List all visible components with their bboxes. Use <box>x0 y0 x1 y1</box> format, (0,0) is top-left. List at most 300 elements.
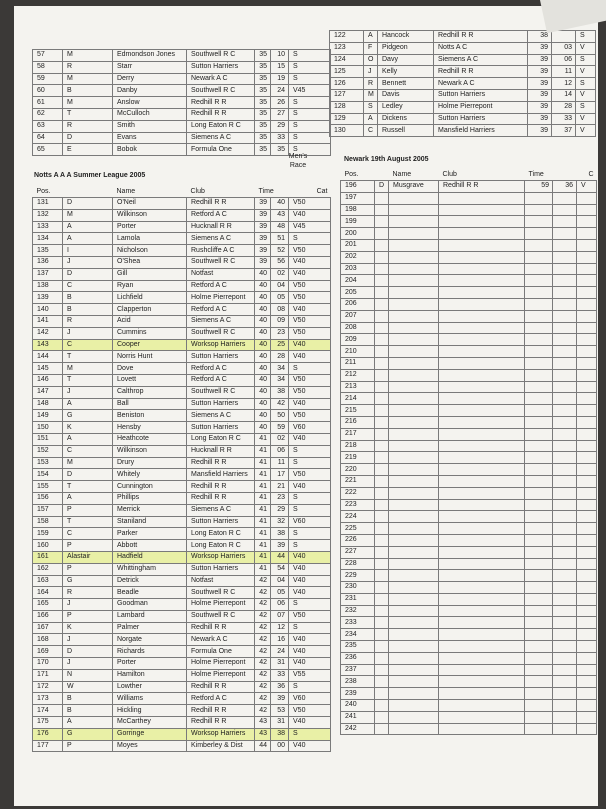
cell <box>577 405 597 417</box>
table-row <box>330 125 596 137</box>
cell <box>577 416 597 428</box>
cell: 227 <box>341 546 375 558</box>
cell: Holme Pierrepont <box>187 669 255 681</box>
league-title: Notts A A A Summer League 2005 <box>34 172 146 179</box>
cell: 135 <box>33 245 63 257</box>
header-name: Name <box>113 187 187 198</box>
cell: Williams <box>113 693 187 705</box>
cell: Southwell R C <box>187 327 255 339</box>
cell: V50 <box>289 386 331 398</box>
cell <box>375 357 389 369</box>
cell: S <box>289 144 331 156</box>
cell <box>525 192 553 204</box>
cell: 64 <box>33 132 63 144</box>
cell: Bobok <box>113 144 187 156</box>
cell <box>553 641 577 653</box>
cell <box>389 582 439 594</box>
cell: 223 <box>341 499 375 511</box>
cell <box>375 428 389 440</box>
cell: V50 <box>289 198 331 210</box>
cell <box>577 523 597 535</box>
cell: Long Eaton R C <box>187 540 255 552</box>
cell: Cunnington <box>113 481 187 493</box>
cell <box>375 287 389 299</box>
cell <box>553 688 577 700</box>
cell: 208 <box>341 322 375 334</box>
cell: Notfast <box>187 268 255 280</box>
cell <box>439 605 525 617</box>
cell <box>389 570 439 582</box>
table-row <box>33 481 331 493</box>
header-pos: Pos. <box>33 187 63 198</box>
cell: 232 <box>341 605 375 617</box>
cell: 149 <box>33 410 63 422</box>
cell: 21 <box>271 481 289 493</box>
cell: Retford A C <box>187 209 255 221</box>
cell <box>577 558 597 570</box>
cell: V40 <box>289 268 331 280</box>
table-row <box>33 315 331 327</box>
table-row <box>341 582 597 594</box>
cell: Calthrop <box>113 386 187 398</box>
cell: Mansfield Harriers <box>187 469 255 481</box>
table-row <box>341 570 597 582</box>
cell: 40 <box>255 315 271 327</box>
cell <box>525 216 553 228</box>
cell <box>375 464 389 476</box>
cell: Retford A C <box>187 693 255 705</box>
cell <box>553 593 577 605</box>
cell: 156 <box>33 492 63 504</box>
cell: 206 <box>341 298 375 310</box>
cell: 125 <box>330 66 364 78</box>
table-row <box>33 268 331 280</box>
cell: 36 <box>271 681 289 693</box>
cell: 59 <box>271 422 289 434</box>
cell <box>439 629 525 641</box>
cell: J <box>364 66 378 78</box>
table-row <box>33 740 331 752</box>
table-row <box>33 504 331 516</box>
cell: 26 <box>271 97 289 109</box>
cell: V <box>577 181 597 193</box>
cell <box>375 711 389 723</box>
cell <box>375 641 389 653</box>
cell <box>389 475 439 487</box>
cell: V40 <box>289 587 331 599</box>
cell <box>577 287 597 299</box>
table-row <box>341 487 597 499</box>
cell: 12 <box>271 622 289 634</box>
cell: Dickens <box>378 113 434 125</box>
cell: 04 <box>271 575 289 587</box>
cell: 61 <box>33 97 63 109</box>
cell <box>577 310 597 322</box>
cell: R <box>63 315 113 327</box>
table-row <box>33 658 331 670</box>
cell: D <box>63 198 113 210</box>
cell: V40 <box>289 658 331 670</box>
cell: 39 <box>271 540 289 552</box>
cell: 217 <box>341 428 375 440</box>
cell: 38 <box>271 528 289 540</box>
cell <box>375 298 389 310</box>
table-row <box>33 61 331 73</box>
cell: 41 <box>255 469 271 481</box>
cell <box>577 334 597 346</box>
cell: 06 <box>271 445 289 457</box>
cell <box>553 629 577 641</box>
cell <box>553 617 577 629</box>
cell <box>553 216 577 228</box>
table-row <box>33 634 331 646</box>
results-table-right <box>340 170 597 735</box>
cell <box>389 676 439 688</box>
cell: 137 <box>33 268 63 280</box>
table-row <box>33 528 331 540</box>
cell <box>439 523 525 535</box>
cell <box>553 346 577 358</box>
cell: V50 <box>289 705 331 717</box>
cell: 39 <box>528 89 552 101</box>
table-row <box>341 700 597 712</box>
cell: 219 <box>341 452 375 464</box>
cell: P <box>63 740 113 752</box>
table-row <box>341 464 597 476</box>
table-row <box>33 97 331 109</box>
cell <box>577 499 597 511</box>
cell: 16 <box>271 634 289 646</box>
cell: Gill <box>113 268 187 280</box>
cell <box>553 287 577 299</box>
cell: Davy <box>378 54 434 66</box>
cell <box>553 192 577 204</box>
cell: 40 <box>255 292 271 304</box>
cell: P <box>63 563 113 575</box>
cell: 00 <box>271 740 289 752</box>
cell: 164 <box>33 587 63 599</box>
cell: 212 <box>341 369 375 381</box>
cell: 41 <box>255 540 271 552</box>
cell: V <box>576 66 596 78</box>
cell: V50 <box>289 610 331 622</box>
cell: 65 <box>33 144 63 156</box>
cell <box>439 499 525 511</box>
cell <box>439 676 525 688</box>
table-row <box>341 652 597 664</box>
table-row <box>341 263 597 275</box>
cell: 41 <box>255 504 271 516</box>
cell: B <box>63 85 113 97</box>
cell: C <box>63 445 113 457</box>
cell <box>553 322 577 334</box>
cell <box>553 475 577 487</box>
table-row <box>341 416 597 428</box>
cell <box>439 511 525 523</box>
cell: 06 <box>271 599 289 611</box>
cell: 234 <box>341 629 375 641</box>
cell: 202 <box>341 251 375 263</box>
cell: Davis <box>378 89 434 101</box>
table-row <box>330 54 596 66</box>
cell <box>525 664 553 676</box>
cell: 42 <box>271 398 289 410</box>
cell: V60 <box>289 422 331 434</box>
cell: S <box>289 50 331 62</box>
cell: V50 <box>289 245 331 257</box>
cell: F <box>364 42 378 54</box>
cell: 35 <box>255 144 271 156</box>
cell: Ryan <box>113 280 187 292</box>
cell: 201 <box>341 239 375 251</box>
cell: 145 <box>33 363 63 375</box>
table-row <box>341 676 597 688</box>
header-pos: Pos. <box>341 170 375 181</box>
cell: Redhill R R <box>187 681 255 693</box>
table-row <box>341 534 597 546</box>
table-row <box>33 575 331 587</box>
cell <box>577 322 597 334</box>
cell <box>389 298 439 310</box>
cell <box>577 216 597 228</box>
cell: 198 <box>341 204 375 216</box>
table-row <box>33 363 331 375</box>
cell <box>553 723 577 735</box>
cell: Nicholson <box>113 245 187 257</box>
cell: Lambard <box>113 610 187 622</box>
cell: 160 <box>33 540 63 552</box>
cell <box>577 357 597 369</box>
cell <box>525 641 553 653</box>
cell: Southwell R C <box>187 386 255 398</box>
cell <box>439 475 525 487</box>
cell: 216 <box>341 416 375 428</box>
cell: V40 <box>289 563 331 575</box>
cell: 02 <box>271 433 289 445</box>
cell <box>577 629 597 641</box>
cell: Starr <box>113 61 187 73</box>
cell: Danby <box>113 85 187 97</box>
header-club: Club <box>187 187 255 198</box>
cell: 176 <box>33 728 63 740</box>
cell: 41 <box>255 492 271 504</box>
cell: Retford A C <box>187 374 255 386</box>
cell: S <box>289 457 331 469</box>
cell: Gorringe <box>113 728 187 740</box>
cell: P <box>63 610 113 622</box>
cell: 43 <box>255 728 271 740</box>
cell: T <box>63 351 113 363</box>
cell <box>389 617 439 629</box>
cell: D <box>63 132 113 144</box>
cell <box>389 499 439 511</box>
cell: Redhill R R <box>187 717 255 729</box>
cell <box>525 676 553 688</box>
cell: A <box>63 398 113 410</box>
cell: 148 <box>33 398 63 410</box>
cell <box>375 523 389 535</box>
cell: 07 <box>271 610 289 622</box>
cell <box>439 641 525 653</box>
cell: 161 <box>33 551 63 563</box>
cell: J <box>63 658 113 670</box>
cell <box>577 511 597 523</box>
cell: 233 <box>341 617 375 629</box>
cell <box>577 475 597 487</box>
cell: R <box>63 120 113 132</box>
cell: 128 <box>330 101 364 113</box>
cell: E <box>63 144 113 156</box>
cell <box>577 192 597 204</box>
cell <box>525 239 553 251</box>
cell: 42 <box>255 587 271 599</box>
cell <box>439 464 525 476</box>
table-row <box>33 445 331 457</box>
cell <box>577 487 597 499</box>
cell: 39 <box>528 66 552 78</box>
cell <box>525 582 553 594</box>
cell <box>439 251 525 263</box>
cell <box>525 464 553 476</box>
cell <box>553 558 577 570</box>
cell: 37 <box>552 125 576 137</box>
cell <box>525 357 553 369</box>
table-row <box>33 351 331 363</box>
cell: A <box>364 31 378 43</box>
cell: O'Neil <box>113 198 187 210</box>
cell: 39 <box>255 245 271 257</box>
cell <box>577 534 597 546</box>
table-row <box>341 287 597 299</box>
cell: Abbott <box>113 540 187 552</box>
table-row <box>33 327 331 339</box>
cell: S <box>289 728 331 740</box>
table-row <box>33 433 331 445</box>
cell: 228 <box>341 558 375 570</box>
cell <box>389 546 439 558</box>
cell <box>439 381 525 393</box>
cell: 130 <box>330 125 364 137</box>
cell: 35 <box>255 120 271 132</box>
cell: Lamola <box>113 233 187 245</box>
race-title: Newark 19th August 2005 <box>344 156 429 163</box>
cell <box>375 546 389 558</box>
cell: 31 <box>271 717 289 729</box>
cell: Norgate <box>113 634 187 646</box>
cell: 143 <box>33 339 63 351</box>
cell: Redhill R R <box>439 181 525 193</box>
cell <box>375 534 389 546</box>
cell <box>439 723 525 735</box>
cell: Hickling <box>113 705 187 717</box>
cell: S <box>289 540 331 552</box>
cell: 25 <box>271 339 289 351</box>
cell <box>375 629 389 641</box>
cell <box>553 393 577 405</box>
cell: 42 <box>255 575 271 587</box>
cell <box>525 511 553 523</box>
table-row <box>330 78 596 90</box>
cell <box>439 228 525 240</box>
cell <box>525 322 553 334</box>
table-row <box>33 256 331 268</box>
cell <box>525 711 553 723</box>
cell: 132 <box>33 209 63 221</box>
cell <box>389 287 439 299</box>
cell <box>525 428 553 440</box>
cell: Long Eaton R C <box>187 528 255 540</box>
cell: Siemens A C <box>187 410 255 422</box>
cell: Long Eaton R C <box>187 433 255 445</box>
cell <box>389 405 439 417</box>
cell: R <box>63 587 113 599</box>
cell: 131 <box>33 198 63 210</box>
cell: B <box>63 304 113 316</box>
cell <box>439 322 525 334</box>
cell: 211 <box>341 357 375 369</box>
table-row <box>33 245 331 257</box>
cell: 225 <box>341 523 375 535</box>
cell: Dove <box>113 363 187 375</box>
cell: 165 <box>33 599 63 611</box>
cell: 28 <box>552 101 576 113</box>
cell: McCulloch <box>113 108 187 120</box>
cell <box>375 393 389 405</box>
cell: 29 <box>271 504 289 516</box>
table-row <box>33 108 331 120</box>
cell <box>375 310 389 322</box>
cell: S <box>289 97 331 109</box>
cell <box>389 464 439 476</box>
cell: D <box>63 268 113 280</box>
cell <box>389 558 439 570</box>
cell: Wilkinson <box>113 445 187 457</box>
table-row <box>33 469 331 481</box>
cell <box>525 298 553 310</box>
cell: 239 <box>341 688 375 700</box>
table-row <box>33 386 331 398</box>
cell <box>375 440 389 452</box>
cell: T <box>63 108 113 120</box>
cell: Formula One <box>187 646 255 658</box>
cell: 173 <box>33 693 63 705</box>
cell: 39 <box>255 256 271 268</box>
cell <box>525 652 553 664</box>
cell: 38 <box>271 728 289 740</box>
cell: V50 <box>289 469 331 481</box>
cell: 42 <box>255 681 271 693</box>
cell <box>577 251 597 263</box>
cell <box>553 676 577 688</box>
cell <box>552 31 576 43</box>
cell: 42 <box>255 705 271 717</box>
cell: 40 <box>255 268 271 280</box>
cell: Siemens A C <box>434 54 528 66</box>
table-row <box>341 216 597 228</box>
cell: 163 <box>33 575 63 587</box>
table-row <box>341 499 597 511</box>
cell <box>553 664 577 676</box>
results-sheet <box>14 6 598 806</box>
cell: 35 <box>255 108 271 120</box>
cell: 230 <box>341 582 375 594</box>
table-row <box>341 298 597 310</box>
cell: 144 <box>33 351 63 363</box>
cell <box>389 593 439 605</box>
cell <box>375 593 389 605</box>
cell: Siemens A C <box>187 504 255 516</box>
cell: 39 <box>528 54 552 66</box>
